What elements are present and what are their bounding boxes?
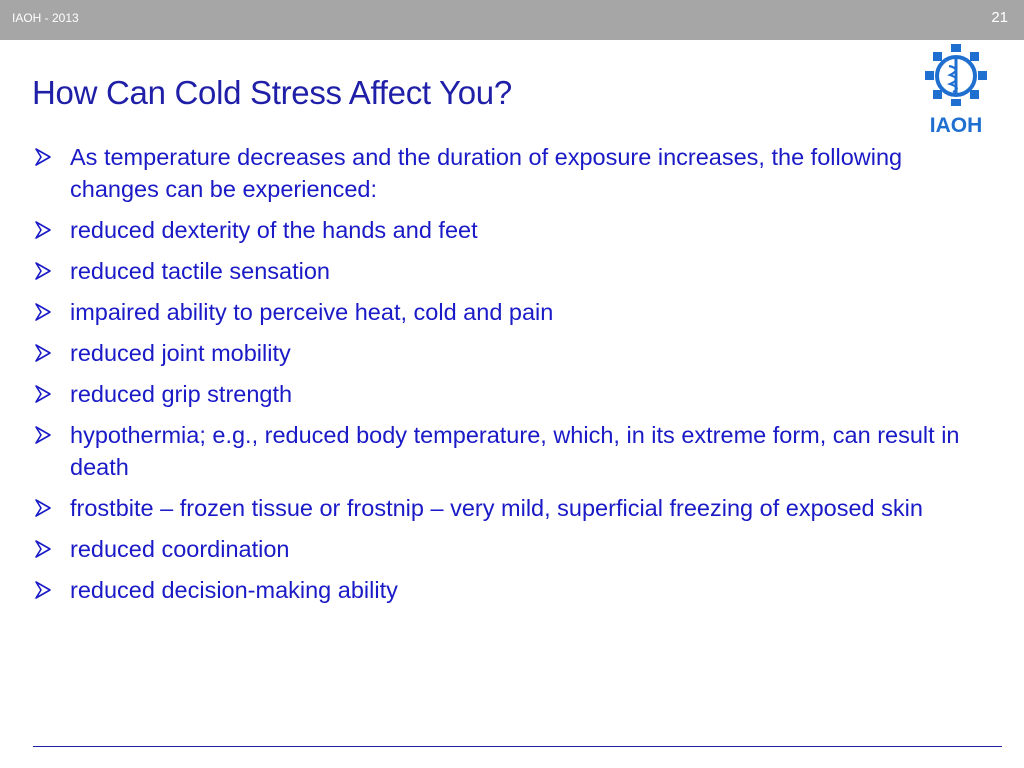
list-item	[32, 492, 992, 524]
header-bar	[0, 0, 1024, 40]
bullet-text: reduced dexterity of the hands and feet	[70, 217, 478, 243]
list-item	[32, 214, 992, 246]
bullet-list	[32, 141, 992, 615]
list-item	[32, 533, 992, 565]
arrow-bullet-icon	[34, 580, 52, 600]
list-item	[32, 141, 992, 205]
arrow-bullet-icon	[34, 384, 52, 404]
bullet-text: frostbite – frozen tissue or frostnip – very mild, superficial freezing of exposed skin	[70, 495, 923, 521]
arrow-bullet-icon	[34, 498, 52, 518]
list-item	[32, 574, 992, 606]
arrow-bullet-icon	[34, 302, 52, 322]
arrow-bullet-icon	[34, 220, 52, 240]
bullet-text: hypothermia; e.g., reduced body temperature, which, in its extreme form, can result in death	[70, 422, 960, 480]
bullet-text: As temperature decreases and the duration of exposure increases, the following changes can be experienced:	[70, 144, 903, 202]
arrow-bullet-icon	[34, 425, 52, 445]
slide-title: How Can Cold Stress Affect You?	[32, 74, 512, 111]
list-item	[32, 296, 992, 328]
list-item	[32, 337, 992, 369]
bullet-text: reduced coordination	[70, 536, 290, 562]
list-item	[32, 419, 992, 483]
header-label: IAOH - 2013	[12, 11, 79, 25]
list-item	[32, 378, 992, 410]
logo-text: IAOH	[929, 114, 983, 136]
bullet-text: reduced grip strength	[70, 381, 293, 407]
bullet-text: reduced joint mobility	[70, 340, 291, 366]
bullet-text: impaired ability to perceive heat, cold and pain	[70, 299, 554, 325]
arrow-bullet-icon	[34, 539, 52, 559]
iaoh-logo-graphic	[918, 40, 994, 136]
iaoh-logo	[918, 40, 994, 136]
arrow-bullet-icon	[34, 261, 52, 281]
list-item	[32, 255, 992, 287]
bullet-text: reduced tactile sensation	[70, 258, 330, 284]
footer-divider	[33, 746, 1002, 747]
bullet-text: reduced decision-making ability	[70, 577, 398, 603]
arrow-bullet-icon	[34, 343, 52, 363]
arrow-bullet-icon	[34, 147, 52, 167]
slide-number: 21	[991, 9, 1008, 26]
